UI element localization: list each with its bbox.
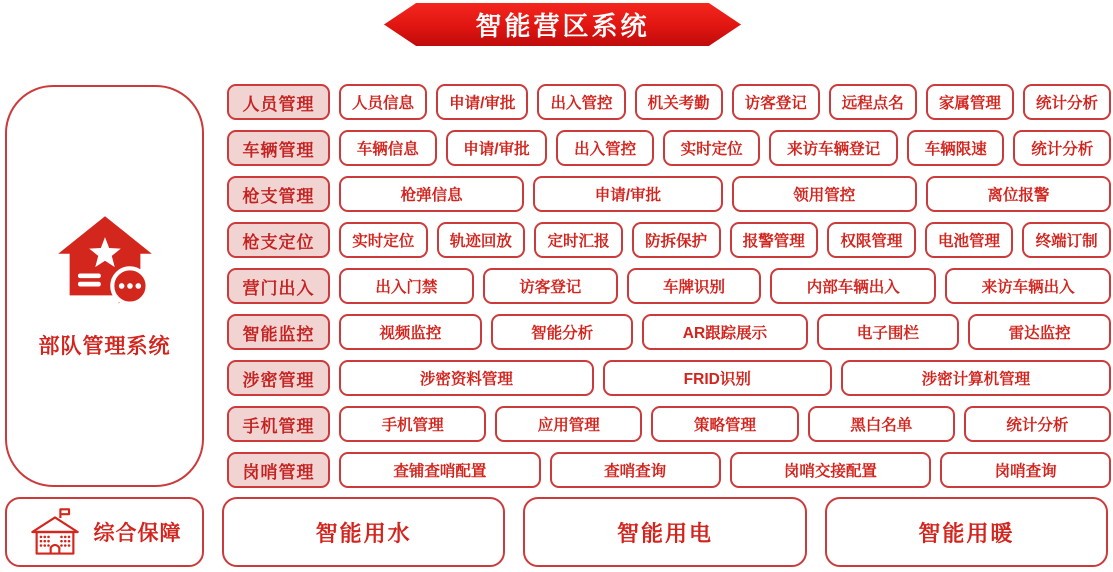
module-chip: 访客登记: [483, 268, 618, 304]
module-chip: 家属管理: [926, 84, 1014, 120]
module-chip: 离位报警: [926, 176, 1111, 212]
module-row: [227, 130, 1111, 166]
support-card: 智能用水: [222, 497, 505, 567]
module-row-items: [339, 406, 1111, 442]
module-chip: 远程点名: [829, 84, 917, 120]
category-label: 营门出入: [227, 268, 330, 304]
module-chip: 出入管控: [537, 84, 625, 120]
module-chip: 申请/审批: [446, 130, 548, 166]
module-row: [227, 222, 1111, 258]
module-chip: 机关考勤: [635, 84, 723, 120]
module-chip: 策略管理: [651, 406, 798, 442]
module-chip: 权限管理: [827, 222, 916, 258]
module-row-items: [339, 222, 1111, 258]
module-chip: 电池管理: [925, 222, 1014, 258]
module-chip: 人员信息: [339, 84, 427, 120]
category-label: 枪支定位: [227, 222, 330, 258]
module-chip: 智能分析: [491, 314, 634, 350]
module-chip: AR跟踪展示: [642, 314, 807, 350]
module-chip: 电子围栏: [817, 314, 960, 350]
module-row-items: [339, 314, 1111, 350]
module-chip: 雷达监控: [968, 314, 1111, 350]
category-label: 智能监控: [227, 314, 330, 350]
module-chip: 申请/审批: [533, 176, 722, 212]
module-chip: 查铺查哨配置: [339, 452, 541, 488]
module-row: [227, 406, 1111, 442]
module-row-items: [339, 84, 1111, 120]
house-star-chat-icon: [53, 212, 157, 310]
support-label: 综合保障: [93, 522, 182, 545]
support-card: 智能用暖: [825, 497, 1108, 567]
module-row: [227, 176, 1111, 212]
support-cards: [222, 497, 1108, 567]
module-row-items: [339, 360, 1111, 396]
module-chip: 枪弹信息: [339, 176, 524, 212]
support-card: 智能用电: [523, 497, 806, 567]
module-chip: 实时定位: [339, 222, 428, 258]
module-chip: 报警管理: [730, 222, 819, 258]
module-chip: 定时汇报: [534, 222, 623, 258]
module-rows: [227, 84, 1111, 488]
module-chip: 来访车辆出入: [945, 268, 1111, 304]
module-chip: 实时定位: [663, 130, 761, 166]
module-chip: 岗哨查询: [940, 452, 1111, 488]
module-chip: 车辆限速: [907, 130, 1005, 166]
category-label: 手机管理: [227, 406, 330, 442]
title-banner: [384, 3, 741, 46]
military-management-system-card: [5, 85, 204, 487]
module-chip: 出入管控: [556, 130, 654, 166]
module-row: [227, 84, 1111, 120]
module-chip: 涉密计算机管理: [841, 360, 1111, 396]
module-chip: 统计分析: [1013, 130, 1111, 166]
module-chip: 手机管理: [339, 406, 486, 442]
module-row: [227, 360, 1111, 396]
module-chip: 领用管控: [732, 176, 917, 212]
module-chip: 访客登记: [732, 84, 820, 120]
school-building-icon: [28, 507, 82, 557]
module-chip: 应用管理: [495, 406, 642, 442]
category-label: 车辆管理: [227, 130, 330, 166]
module-row-items: [339, 130, 1111, 166]
module-chip: 内部车辆出入: [770, 268, 936, 304]
support-row: [5, 497, 1108, 567]
module-chip: 防拆保护: [632, 222, 721, 258]
module-chip: 视频监控: [339, 314, 482, 350]
module-chip: 黑白名单: [808, 406, 955, 442]
module-chip: 查哨查询: [550, 452, 721, 488]
module-row-items: [339, 268, 1111, 304]
module-chip: 统计分析: [964, 406, 1111, 442]
support-label-card: [5, 497, 204, 567]
module-chip: 车牌识别: [627, 268, 762, 304]
module-row: [227, 314, 1111, 350]
page-title: 智能营区系统: [475, 11, 650, 41]
module-chip: 轨迹回放: [437, 222, 526, 258]
module-chip: 涉密资料管理: [339, 360, 594, 396]
module-chip: 车辆信息: [339, 130, 437, 166]
module-chip: 申请/审批: [436, 84, 528, 120]
module-row: [227, 452, 1111, 488]
module-row-items: [339, 176, 1111, 212]
module-chip: 终端订制: [1022, 222, 1111, 258]
module-row-items: [339, 452, 1111, 488]
category-label: 涉密管理: [227, 360, 330, 396]
module-chip: FRID识别: [603, 360, 832, 396]
category-label: 人员管理: [227, 84, 330, 120]
module-chip: 来访车辆登记: [769, 130, 898, 166]
module-row: [227, 268, 1111, 304]
category-label: 岗哨管理: [227, 452, 330, 488]
module-chip: 统计分析: [1023, 84, 1111, 120]
module-chip: 岗哨交接配置: [730, 452, 932, 488]
module-chip: 出入门禁: [339, 268, 474, 304]
sidebar-title: 部队管理系统: [38, 335, 171, 358]
category-label: 枪支管理: [227, 176, 330, 212]
